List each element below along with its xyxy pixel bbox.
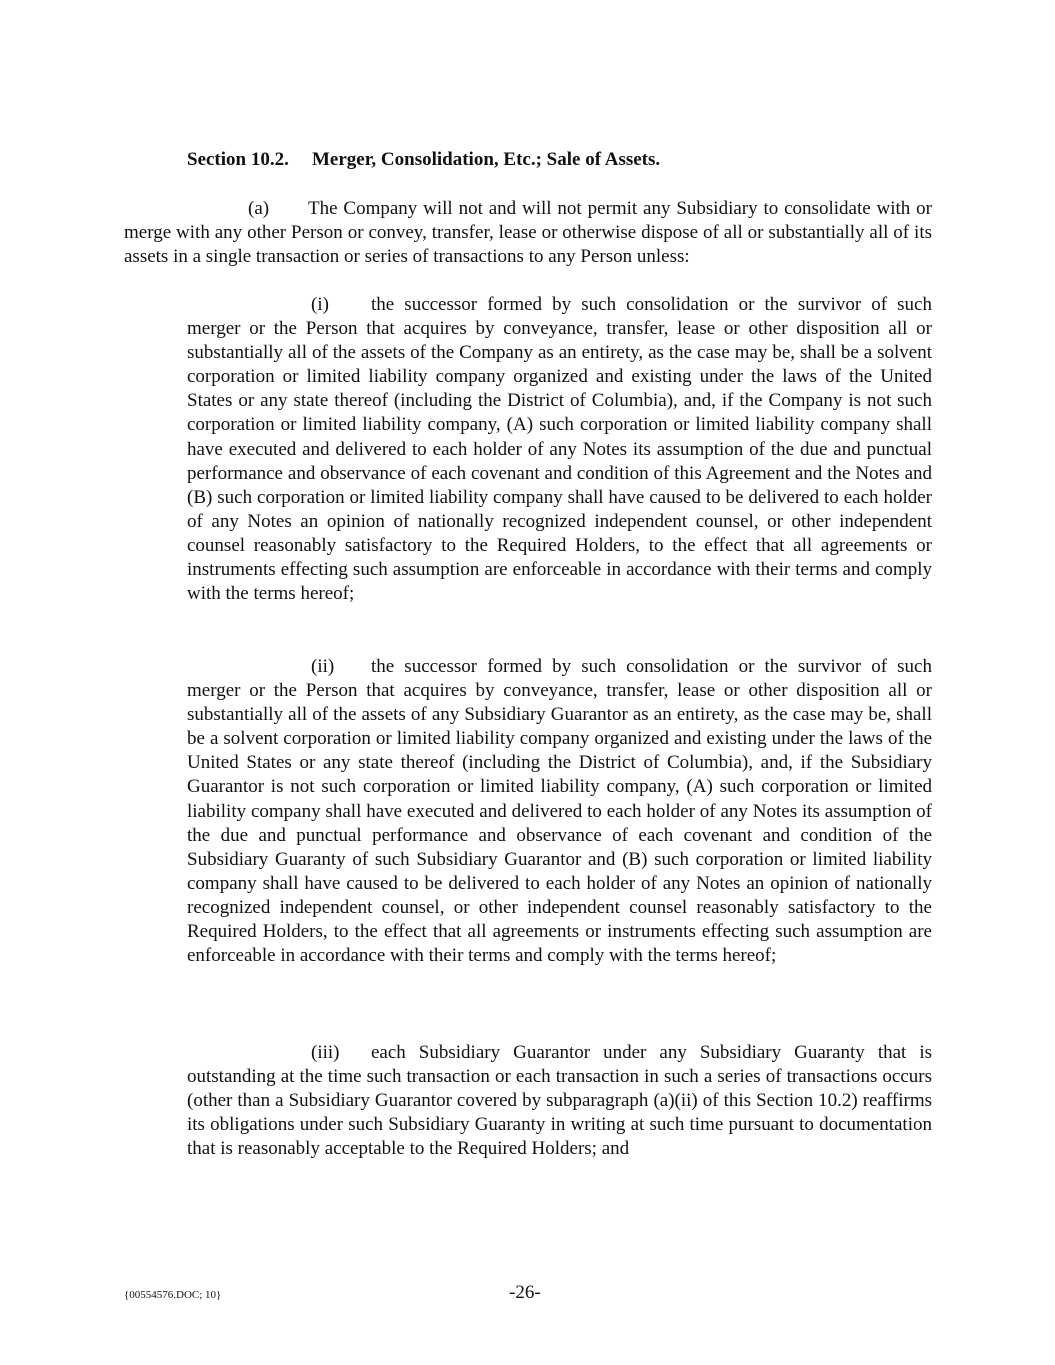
subparagraph-ii-label: (ii) (311, 656, 335, 677)
subparagraph-i-label: (i) (311, 294, 329, 315)
subparagraph-i (187, 293, 932, 606)
subparagraph-i-text: the successor formed by such consolidation or the survivor of such merger or the Person that acquires by conveyance, transfer, lease or other disposition all or substantially all of the assets of the Company as an entirety, as the case may be, shall be a solvent corporation or limited liability company organized and existing under the laws of the United States or any state thereof (including the District of Columbia), and, if the Company is not such corporation or limited liability company, (A) such corporation or limited liability company shall have executed and delivered to each holder of any Notes its assumption of the due and punctual performance and observance of each covenant and condition of this Agreement and the Notes and (B) such corporation or limited liability company shall have caused to be delivered to each holder of any Notes an opinion of nationally recognized independent counsel, or other independent counsel reasonably satisfactory to the Required Holders, to the effect that all agreements or instruments effecting such assumption are enforceable in accordance with their terms and comply with the terms hereof; (187, 294, 932, 605)
subparagraph-ii-text: the successor formed by such consolidation or the survivor of such merger or the Person that acquires by conveyance, transfer, lease or other disposition all or substantially all of the assets of any Subsidiary Guarantor as an entirety, as the case may be, shall be a solvent corporation or limited liability company organized and existing under the laws of the United States or any state thereof (including the District of Columbia), and, if the Subsidiary Guarantor is not such corporation or limited liability company, (A) such corporation or limited liability company shall have executed and delivered to each holder of any Notes its assumption of the due and punctual performance and observance of each covenant and condition of the Subsidiary Guaranty of such Subsidiary Guarantor and (B) such corporation or limited liability company shall have caused to be delivered to each holder of any Notes an opinion of nationally recognized independent counsel, or other independent counsel reasonably satisfactory to the Required Holders, to the effect that all agreements or instruments effecting such assumption are enforceable in accordance with their terms and comply with the terms hereof; (187, 656, 932, 967)
footer-document-id: {00554576.DOC; 10} (124, 1289, 222, 1301)
section-title: Merger, Consolidation, Etc.; Sale of Assets. (312, 149, 661, 170)
subparagraph-ii (187, 655, 932, 968)
paragraph-a-label: (a) (248, 198, 270, 219)
subparagraph-iii-text: each Subsidiary Guarantor under any Subsidiary Guaranty that is outstanding at the time such transaction or each transaction in such a series of transactions occurs (other than a Subsidiary Guarantor covered by subparagraph (a)(ii) of this Section 10.2) reaffirms its obligations under such Subsidiary Guaranty in writing at such time pursuant to documentation that is reasonably acceptable to the Required Holders; and (187, 1042, 932, 1160)
section-number: Section 10.2. (187, 149, 289, 170)
subparagraph-iii-label: (iii) (311, 1042, 340, 1063)
paragraph-a (124, 197, 932, 269)
paragraph-a-text: The Company will not and will not permit any Subsidiary to consolidate with or merge with any other Person or convey, transfer, lease or otherwise dispose of all or substantially all of its assets in a single transaction or series of transactions to any Person unless: (124, 198, 932, 268)
section-heading (187, 148, 660, 172)
footer-page-number: -26- (509, 1282, 541, 1303)
subparagraph-iii (187, 1041, 932, 1161)
